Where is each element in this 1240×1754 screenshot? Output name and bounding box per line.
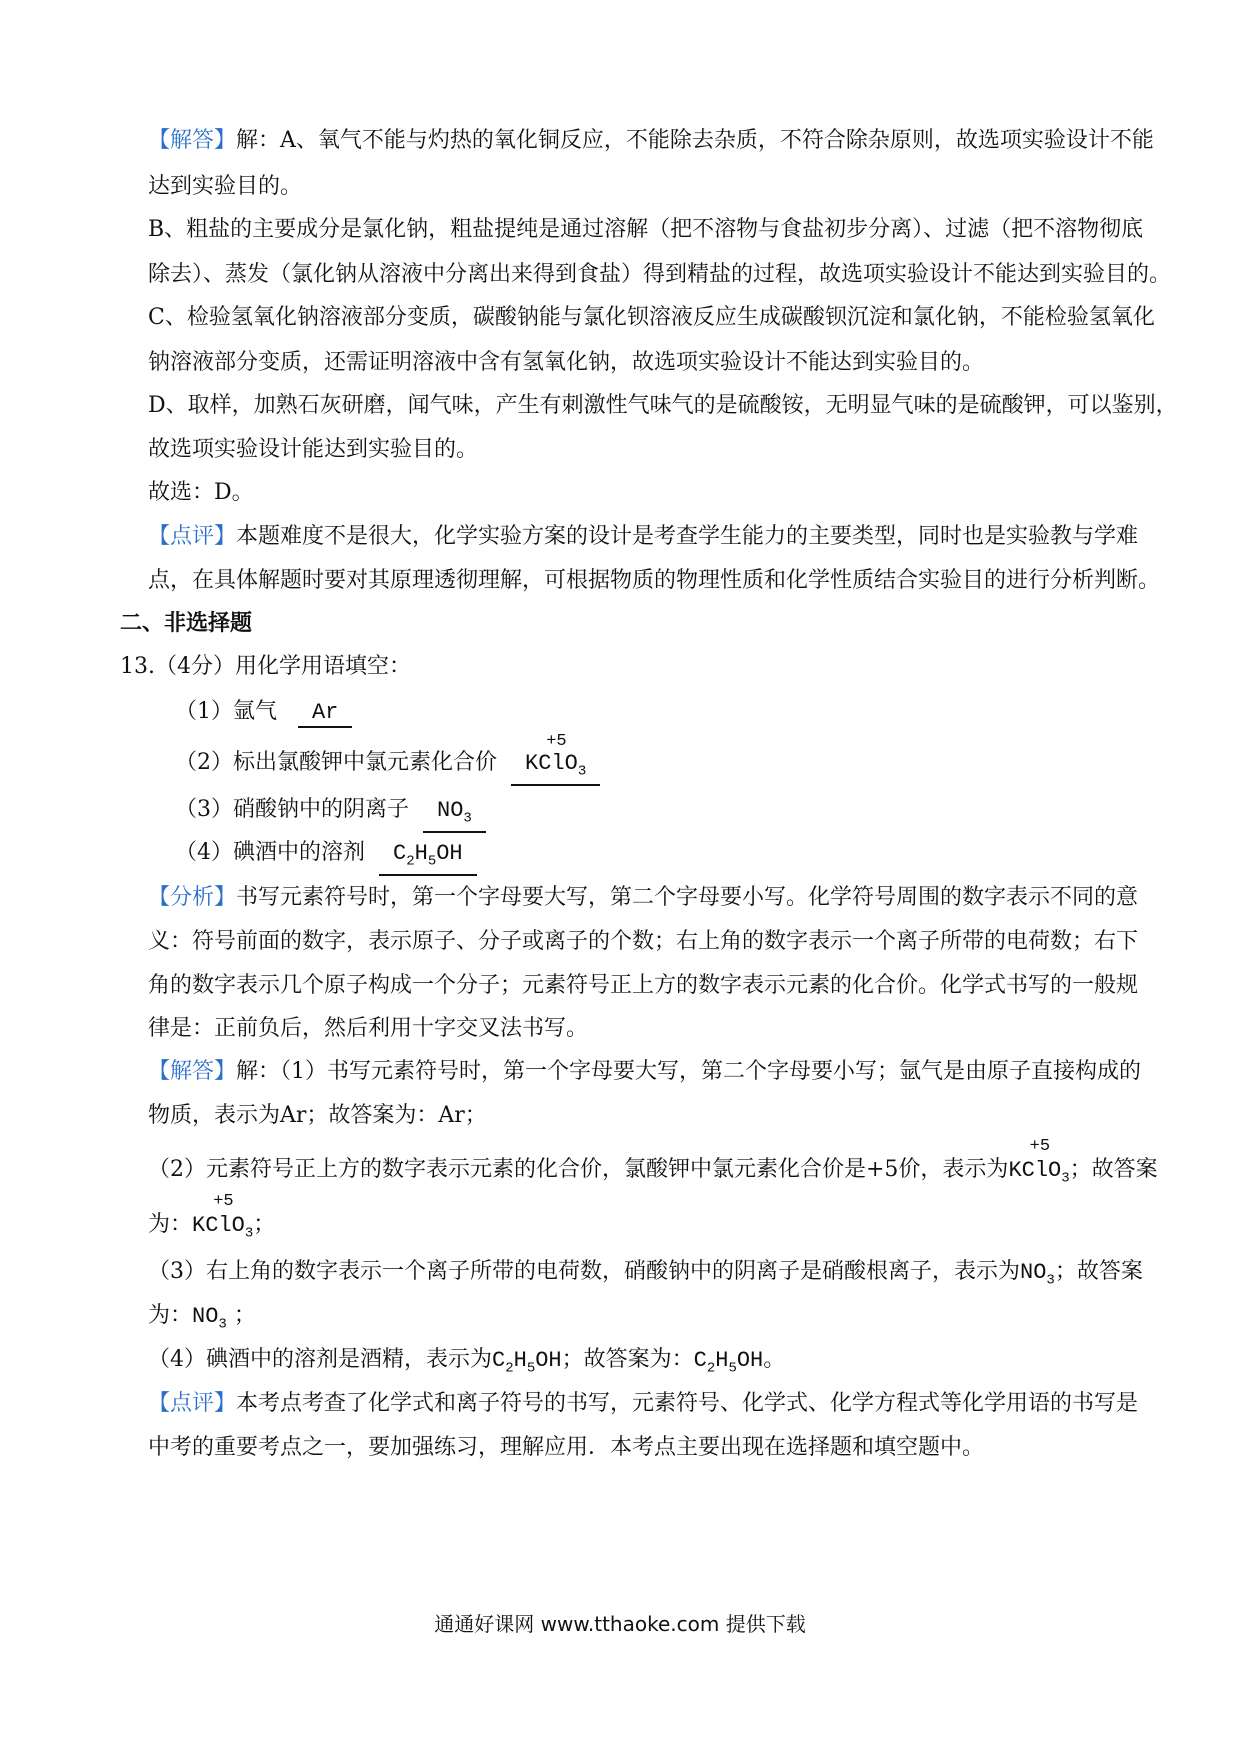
formula: $C_2H_5OH$: [693, 1348, 764, 1377]
sub-question: （4）碘酒中的溶剂 $C_2H_5OH$: [175, 838, 1132, 876]
formula: $C_2H_5OH$: [492, 1348, 562, 1377]
answer-blank: $C_2H_5OH$: [379, 841, 477, 876]
valence-mark: +5: [546, 732, 567, 751]
paragraph-line: 【点评】本题难度不是很大，化学实验方案的设计是考查学生能力的主要类型，同时也是实验教与学难: [148, 524, 1139, 549]
paragraph-line: 角的数字表示几个原子构成一个分子；元素符号正上方的数字表示元素的化合价。化学式书写的一般规: [148, 973, 1139, 998]
answer-tag: 【解答】: [148, 128, 237, 153]
formula: $NO_3$: [192, 1304, 227, 1333]
formula: K +5 ClO$_3$: [1008, 1137, 1070, 1187]
paragraph-line: 达到实验目的。: [148, 174, 303, 199]
paragraph-line: 点，在具体解题时要对其原理透彻理解，可根据物质的物理性质和化学性质结合实验目的进行分析判断。: [148, 568, 1161, 593]
formula: $NO_3$: [1020, 1260, 1055, 1289]
valence-mark: +5: [213, 1192, 234, 1211]
answer-choice: 故选：D。: [148, 480, 254, 505]
answer-tag: 【解答】: [148, 1059, 237, 1084]
paragraph-line: C、检验氢氧化钠溶液部分变质，碳酸钠能与氯化钡溶液反应生成碳酸钡沉淀和氯化钠，不能检验氢氧化: [148, 305, 1155, 330]
paragraph-line: （2）元素符号正上方的数字表示元素的化合价，氯酸钾中氯元素化合价是+5价，表示为K +5 ClO$_3$；故答案: [148, 1137, 1158, 1187]
paragraph-line: 律是：正前负后，然后利用十字交叉法书写。: [148, 1016, 589, 1041]
paragraph-line: 为：K +5 ClO$_3$；: [148, 1192, 276, 1242]
paragraph-line: 【解答】解：（1）书写元素符号时，第一个字母要大写，第二个字母要小写；氩气是由原子直接构成的: [148, 1059, 1142, 1084]
paragraph-line: 中考的重要考点之一，要加强练习，理解应用．本考点主要出现在选择题和填空题中。: [148, 1435, 985, 1460]
comment-tag: 【点评】: [148, 1391, 237, 1416]
answer-blank: Ar: [298, 700, 352, 728]
paragraph-line: （4）碘酒中的溶剂是酒精，表示为$C_2H_5OH$；故答案为：$C_2H_5OH$。: [148, 1347, 786, 1377]
paragraph-line: 【分析】书写元素符号时，第一个字母要大写，第二个字母要小写。化学符号周围的数字表示不同的意: [148, 885, 1139, 910]
paragraph-line: D、取样，加熟石灰研磨，闻气味，产生有刺激性气味气的是硫酸铵，无明显气味的是硫酸钾，可以鉴别，: [148, 393, 1178, 418]
answer-blank: $NO_3$: [423, 798, 486, 833]
comment-tag: 【点评】: [148, 524, 237, 549]
sub-question: （3）硝酸钠中的阴离子 $NO_3$: [175, 795, 1132, 833]
question-title: 13.（4分）用化学用语填空：: [120, 654, 411, 679]
paragraph-line: 义：符号前面的数字，表示原子、分子或离子的个数；右上角的数字表示一个离子所带的电荷数；右下: [148, 929, 1139, 954]
section-title: 二、非选择题: [120, 611, 253, 636]
paragraph-line: 物质，表示为Ar；故答案为：Ar；: [148, 1103, 487, 1128]
formula: K +5 ClO$_3$: [192, 1192, 254, 1242]
paragraph-line: （3）右上角的数字表示一个离子所带的电荷数，硝酸钠中的阴离子是硝酸根离子，表示为$NO_3$；故答案: [148, 1259, 1143, 1289]
paragraph-line: B、粗盐的主要成分是氯化钠，粗盐提纯是通过溶解（把不溶物与食盐初步分离）、过滤（把不溶物彻底: [148, 217, 1144, 242]
paragraph-line: 【解答】解：A、氧气不能与灼热的氧化铜反应，不能除去杂质，不符合除杂原则，故选项实验设计不能: [148, 128, 1154, 153]
sub-question: （1）氩气 Ar: [175, 697, 1132, 728]
paragraph-line: 【点评】本考点考查了化学式和离子符号的书写，元素符号、化学式、化学方程式等化学用语的书写是: [148, 1391, 1139, 1416]
answer-blank: K +5 ClO$_3$: [511, 751, 600, 786]
page-footer: 通通好课网 www.tthaoke.com 提供下载: [434, 1612, 806, 1636]
sub-question: （2）标出氯酸钾中氯元素化合价 K +5 ClO$_3$: [175, 748, 1132, 786]
paragraph-line: 故选项实验设计能达到实验目的。: [148, 437, 479, 462]
paragraph-line: 除去）、蒸发（氯化钠从溶液中分离出来得到食盐）得到精盐的过程，故选项实验设计不能达到实验目的。: [148, 262, 1172, 287]
paragraph-line: 为：$NO_3$ ；: [148, 1303, 256, 1333]
valence-mark: +5: [1029, 1137, 1051, 1156]
paragraph-line: 钠溶液部分变质，还需证明溶液中含有氢氧化钠，故选项实验设计不能达到实验目的。: [148, 350, 985, 375]
analysis-tag: 【分析】: [148, 885, 237, 910]
